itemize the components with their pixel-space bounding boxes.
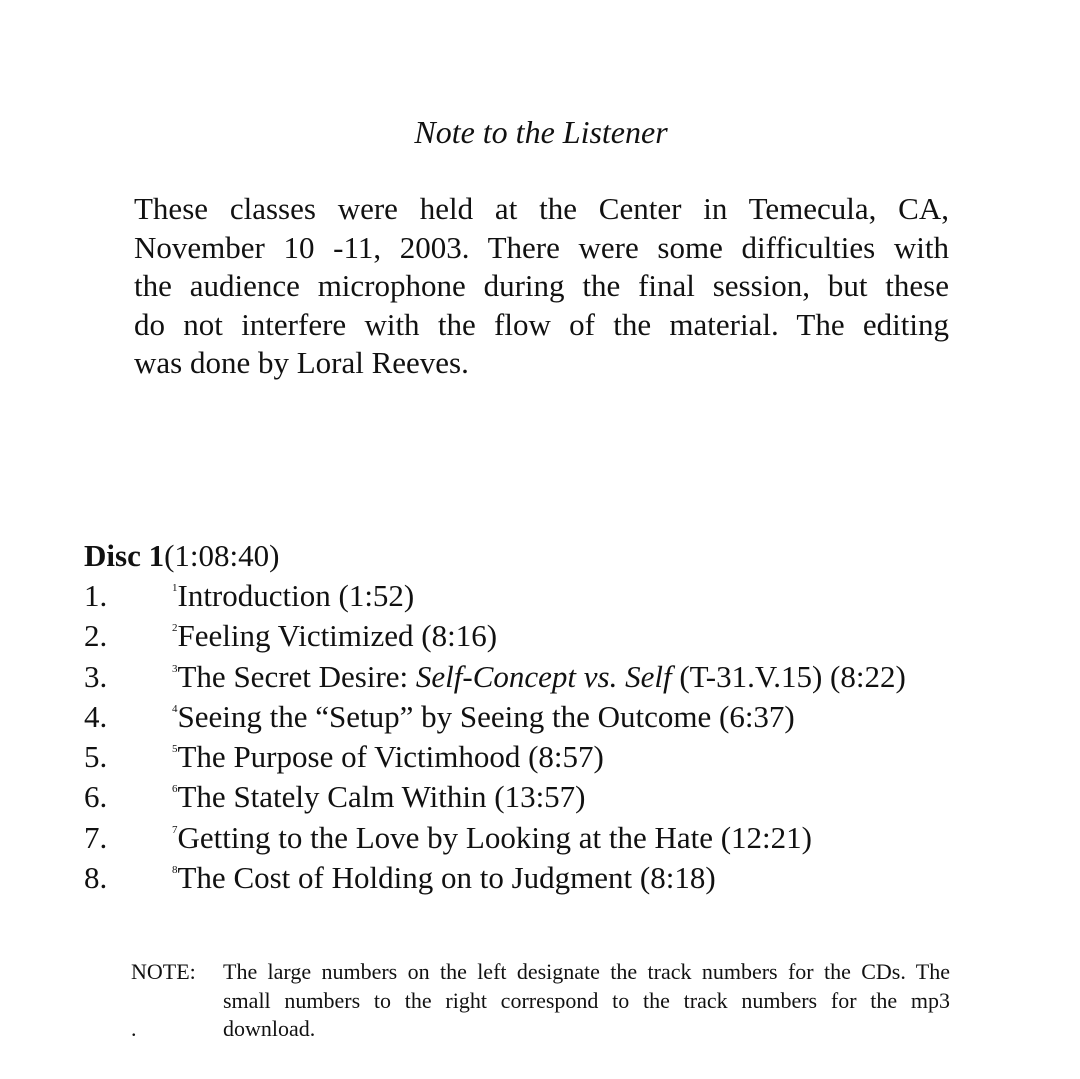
intro-line: do not interfere with the flow of the material. The editing <box>134 306 949 342</box>
mp3-track-number: 1 <box>172 582 178 594</box>
mp3-track-number: 4 <box>172 702 178 715</box>
cd-track-number: 7. <box>84 819 108 855</box>
mp3-track-number: 3 <box>172 662 178 675</box>
mp3-track-number: 6 <box>172 783 178 796</box>
mp3-track-number: 2 <box>172 622 178 635</box>
track-title <box>172 858 716 898</box>
cd-track-number: 2. <box>84 618 108 654</box>
track-item <box>84 697 1074 737</box>
stray-mark: . <box>131 1016 137 1041</box>
cd-track-number: 3. <box>84 658 108 694</box>
note-label: NOTE: <box>131 959 196 984</box>
track-title <box>172 818 812 858</box>
track-item <box>84 576 1074 616</box>
cd-track-number: 4. <box>84 698 108 734</box>
cd-track-number: 8. <box>84 860 108 896</box>
track-title-text: The Stately Calm Within (13:57) <box>177 779 586 815</box>
cd-track-number: 6. <box>84 779 108 815</box>
note-line: small numbers to the right correspond to the track numbers for the mp3 <box>223 987 950 1013</box>
track-title-text: Seeing the “Setup” by Seeing the Outcome (6:37) <box>177 698 795 734</box>
track-title <box>172 697 795 737</box>
track-title <box>172 777 586 817</box>
track-list <box>84 576 1074 898</box>
track-item <box>84 616 1074 656</box>
track-item <box>84 777 1074 817</box>
mp3-track-number: 7 <box>172 823 178 836</box>
intro-line: These classes were held at the Center in Temecula, CA, <box>134 191 949 226</box>
track-title <box>172 576 414 616</box>
track-item <box>84 818 1074 858</box>
track-title-italic: Self-Concept vs. Self <box>415 658 672 694</box>
intro-line: was done by Loral Reeves. <box>134 345 469 381</box>
intro-line: the audience microphone during the final session, but these <box>134 268 949 304</box>
track-title-text: Introduction (1:52) <box>177 578 415 613</box>
note-text <box>223 958 950 1044</box>
track-item <box>84 657 1074 697</box>
track-item <box>84 737 1074 777</box>
intro-paragraph <box>134 190 949 383</box>
disc-label: Disc 1 <box>84 538 165 573</box>
note-line: download. <box>223 1016 316 1041</box>
disc-duration: (1:08:40) <box>164 538 280 573</box>
intro-line: November 10 -11, 2003. There were some difficulties with <box>134 229 949 265</box>
track-title <box>172 616 497 656</box>
track-title-text: The Secret Desire: <box>177 658 416 694</box>
note-line: The large numbers on the left designate the track numbers for the CDs. The <box>223 959 950 984</box>
track-title-rest: (T-31.V.15) (8:22) <box>671 658 906 694</box>
disc-heading <box>84 536 279 576</box>
track-title-text: Feeling Victimized (8:16) <box>177 618 498 654</box>
track-title-text: Getting to the Love by Looking at the Hate (12:21) <box>177 819 812 855</box>
mp3-track-number: 8 <box>172 864 178 877</box>
mp3-track-number: 5 <box>172 743 178 756</box>
track-title <box>172 737 604 777</box>
track-title-text: The Purpose of Victimhood (8:57) <box>177 739 604 775</box>
track-title <box>172 657 906 697</box>
cd-track-number: 1. <box>84 578 108 613</box>
page-title: Note to the Listener <box>414 114 668 150</box>
track-title-text: The Cost of Holding on to Judgment (8:18) <box>177 860 716 896</box>
cd-track-number: 5. <box>84 739 108 775</box>
track-item <box>84 858 1074 898</box>
